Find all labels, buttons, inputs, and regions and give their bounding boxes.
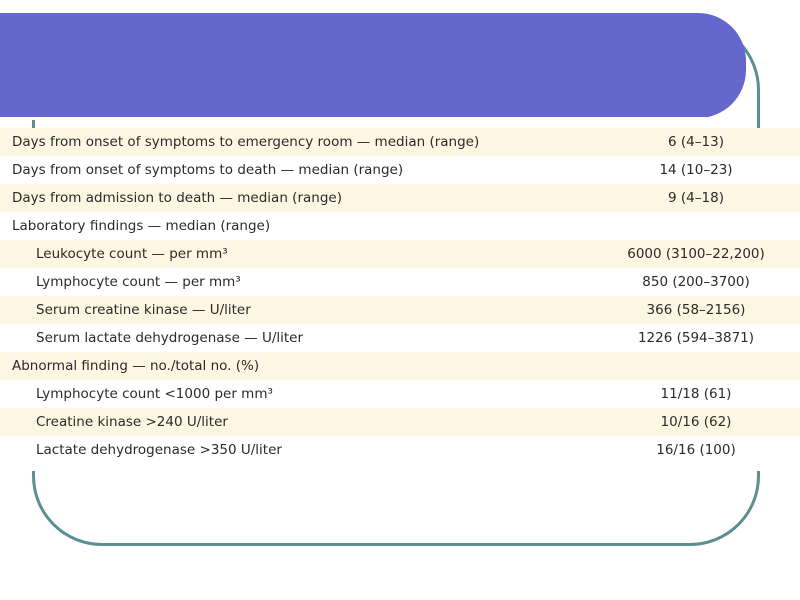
table-row (0, 156, 800, 184)
row-label: Serum lactate dehydrogenase — U/liter (36, 330, 304, 346)
table-row (0, 212, 800, 240)
row-label: Days from onset of symptoms to emergency room — median (range) (12, 134, 480, 150)
section-label: Abnormal finding — no./total no. (%) (12, 358, 260, 374)
row-label: Lymphocyte count <1000 per mm³ (36, 386, 273, 402)
row-label: Lymphocyte count — per mm³ (36, 274, 241, 290)
table-row (0, 324, 800, 352)
table-row (0, 408, 800, 436)
table-row (0, 128, 800, 156)
clinical-findings-table (0, 128, 800, 464)
row-label: Leukocyte count — per mm³ (36, 246, 228, 262)
row-label: Lactate dehydrogenase >350 U/liter (36, 442, 282, 458)
row-value: 850 (200–3700) (642, 274, 750, 290)
row-value: 10/16 (62) (660, 414, 732, 430)
row-value: 366 (58–2156) (646, 302, 746, 318)
row-value (592, 212, 800, 240)
table-row (0, 352, 800, 380)
title-rule (0, 117, 706, 120)
row-label: Days from onset of symptoms to death — median (range) (12, 162, 404, 178)
row-value: 1226 (594–3871) (637, 330, 755, 346)
row-value (592, 352, 800, 380)
row-value: 11/18 (61) (660, 386, 732, 402)
table-row (0, 296, 800, 324)
row-label: Creatine kinase >240 U/liter (36, 414, 228, 430)
row-value: 14 (10–23) (659, 162, 733, 178)
row-label: Serum creatine kinase — U/liter (36, 302, 251, 318)
table-row (0, 184, 800, 212)
table-row (0, 240, 800, 268)
row-value: 6 (4–13) (668, 134, 724, 150)
section-label: Laboratory findings — median (range) (12, 218, 271, 234)
row-label: Days from admission to death — median (range) (12, 190, 342, 206)
title-banner (0, 13, 746, 118)
table-row (0, 380, 800, 408)
table-row (0, 268, 800, 296)
data-table-container (0, 128, 800, 471)
row-value: 6000 (3100–22,200) (627, 246, 765, 262)
row-value: 16/16 (100) (656, 442, 736, 458)
row-value: 9 (4–18) (668, 190, 724, 206)
table-row (0, 436, 800, 464)
